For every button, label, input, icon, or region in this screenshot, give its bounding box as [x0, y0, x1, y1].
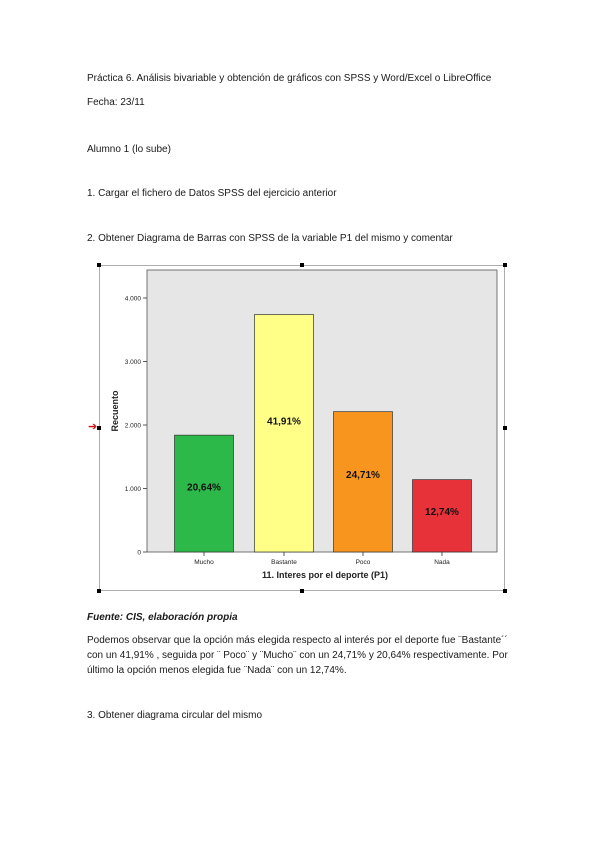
- comment-line: con un 41,91% , seguida por ¨ Poco¨ y ¨Mucho¨ con un 24,71% y 20,64% respectivamente. Por: [87, 650, 508, 661]
- resize-handle-top[interactable]: [300, 263, 304, 267]
- x-tick-label: Poco: [355, 559, 371, 566]
- resize-handle-right[interactable]: [503, 426, 507, 430]
- resize-handle-bottom-right[interactable]: [503, 589, 507, 593]
- data-label: 12,74%: [425, 507, 459, 519]
- step-2: 2. Obtener Diagrama de Barras con SPSS de la variable P1 del mismo y comentar: [87, 233, 453, 244]
- resize-handle-top-right[interactable]: [503, 263, 507, 267]
- comment-line: último la opción menos elegida fue ¨Nada¨ con un 12,74%.: [87, 665, 347, 676]
- step-3: 3. Obtener diagrama circular del mismo: [87, 710, 263, 721]
- x-tick-label: Mucho: [194, 559, 214, 566]
- bar-chart: [99, 265, 505, 591]
- bar-chart-figure[interactable]: [99, 265, 505, 591]
- bar-bastante: [255, 315, 314, 552]
- student-line: Alumno 1 (lo sube): [87, 144, 171, 155]
- data-label: 20,64%: [187, 482, 221, 494]
- data-label: 24,71%: [346, 469, 380, 481]
- resize-handle-left[interactable]: [97, 426, 101, 430]
- comment-line: Podemos observar que la opción más elegida respecto al interés por el deporte fue ¨Bastante´´: [87, 635, 508, 646]
- y-tick-label: 0: [137, 549, 141, 557]
- doc-title: Práctica 6. Análisis bivariable y obtención de gráficos con SPSS y Word/Excel o LibreOffice: [87, 73, 492, 84]
- x-tick-label: Nada: [434, 559, 450, 566]
- y-tick-label: 1.000: [124, 486, 141, 493]
- arrow-anchor-icon: ➔: [88, 421, 98, 433]
- x-axis-title: 11. Interes por el deporte (P1): [261, 570, 389, 580]
- y-tick-label: 4.000: [124, 295, 141, 303]
- figure-source: Fuente: CIS, elaboración propia: [87, 612, 238, 623]
- resize-handle-bottom[interactable]: [300, 589, 304, 593]
- y-tick-label: 2.000: [124, 422, 141, 430]
- comment-paragraph: [87, 633, 517, 678]
- resize-handle-top-left[interactable]: [97, 263, 101, 267]
- y-tick-label: 3.000: [124, 359, 141, 366]
- step-1: 1. Cargar el fichero de Datos SPSS del ejercicio anterior: [87, 188, 337, 199]
- resize-handle-bottom-left[interactable]: [97, 589, 101, 593]
- y-axis-title: Recuento: [110, 390, 120, 432]
- data-label: 41,91%: [267, 416, 301, 428]
- doc-date: Fecha: 23/11: [87, 97, 145, 108]
- x-tick-label: Bastante: [271, 559, 297, 566]
- bar-poco: [334, 412, 393, 552]
